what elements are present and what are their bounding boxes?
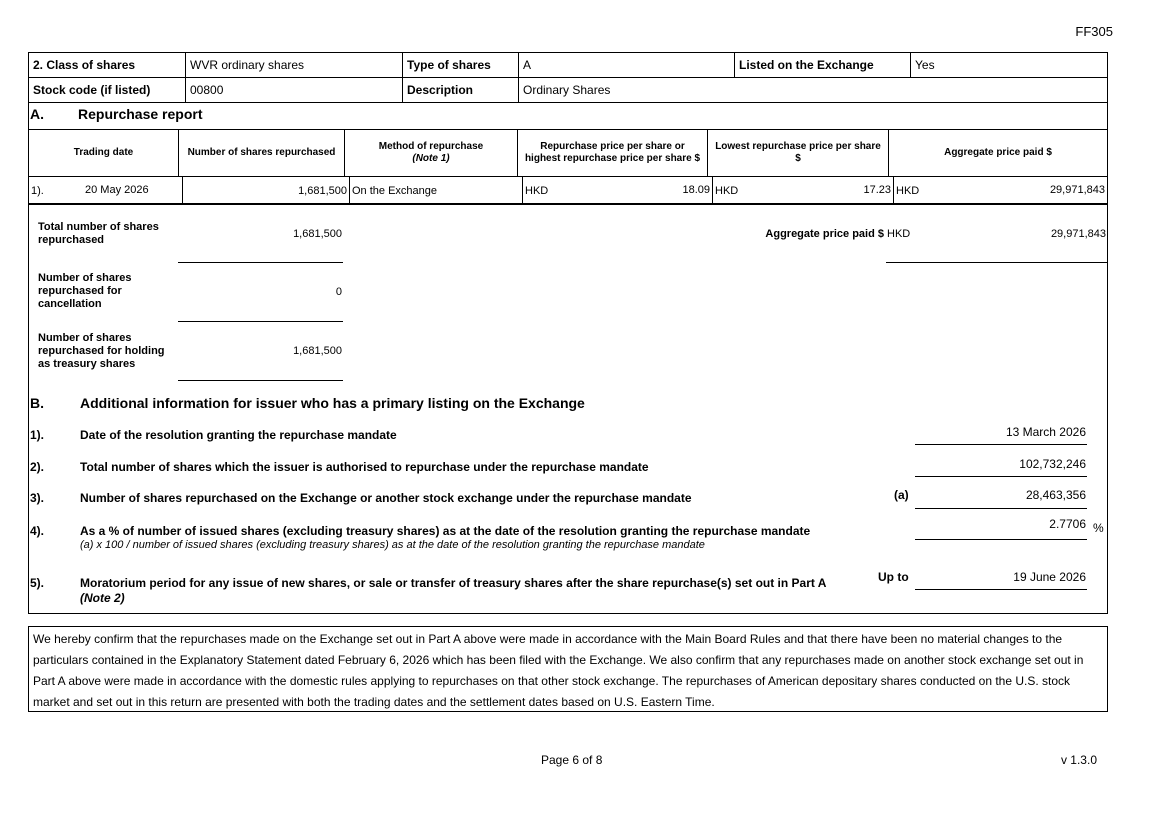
treasury-label: Number of shares repurchased for holding as treasury shares xyxy=(38,332,165,370)
page-number: Page 6 of 8 xyxy=(541,753,603,767)
header-price-high: Repurchase price per share or highest repurchase price per share $ xyxy=(518,130,708,177)
b-item-4-text: As a % of number of issued shares (excluding treasury shares) as at the date of the resolution granting the repurchase mandate xyxy=(80,524,811,538)
header-method xyxy=(345,130,518,177)
treasury-value: 1,681,500 xyxy=(293,345,342,357)
listed-value: Yes xyxy=(911,53,1108,78)
row-high-currency: HKD xyxy=(525,184,549,197)
treasury-underline xyxy=(178,380,343,381)
rows-divider xyxy=(28,203,1108,204)
row-low-price-cell xyxy=(713,177,894,205)
aggregate-underline xyxy=(886,262,1108,263)
b-item-2-text: Total number of shares which the issuer is authorised to repurchase under the repurchase mandate xyxy=(80,460,649,474)
b-item-1-text: Date of the resolution granting the repurchase mandate xyxy=(80,428,397,442)
header-price-low: Lowest repurchase price per share $ xyxy=(708,130,889,177)
table-row xyxy=(29,177,1108,205)
b-item-4-underline xyxy=(915,539,1087,540)
class-of-shares-value: WVR ordinary shares xyxy=(186,53,403,78)
row-low-price: 17.23 xyxy=(863,184,891,196)
part-b-marker: B. xyxy=(30,395,44,411)
b-item-1-value: 13 March 2026 xyxy=(1005,425,1086,439)
header-aggregate: Aggregate price paid $ xyxy=(889,130,1108,177)
b-item-5-note: (Note 2) xyxy=(80,591,125,605)
type-of-shares-label: Type of shares xyxy=(403,53,519,78)
b-item-1-underline xyxy=(915,444,1087,445)
share-class-table xyxy=(28,52,1108,103)
part-a-title: Repurchase report xyxy=(78,106,203,122)
total-underline xyxy=(178,262,343,263)
part-a-marker: A. xyxy=(30,106,44,122)
row-high-price-cell xyxy=(523,177,713,205)
row-agg-currency: HKD xyxy=(896,184,920,197)
form-code: FF305 xyxy=(1075,24,1113,39)
listed-label: Listed on the Exchange xyxy=(735,53,911,78)
row-method: On the Exchange xyxy=(350,177,523,205)
b-item-2-underline xyxy=(915,476,1087,477)
repurchase-header xyxy=(28,129,1108,177)
row-aggregate: 29,971,843 xyxy=(1049,184,1105,196)
total-shares-label: Total number of shares repurchased xyxy=(38,221,159,246)
repurchase-rows xyxy=(28,176,1108,205)
header-trading-date: Trading date xyxy=(29,130,179,177)
b-item-5-tag: Up to xyxy=(878,570,909,584)
header-number-repurchased: Number of shares repurchased xyxy=(179,130,345,177)
total-aggregate-currency: HKD xyxy=(887,228,911,240)
b-item-5-index: 5). xyxy=(30,576,45,590)
row-aggregate-cell xyxy=(894,177,1108,205)
header-method-text: Method of repurchase xyxy=(378,141,484,152)
b-item-5-underline xyxy=(915,589,1087,590)
b-item-4-index: 4). xyxy=(30,524,45,538)
trading-date-cell xyxy=(29,177,183,205)
confirmation-statement: We hereby confirm that the repurchases made on the Exchange set out in Part A above were made in accordance with the Main Board Rules and that there have been no material changes to the particulars contained in the Explanatory Statement dated February 6, 2026 which has been filed with the Exchange. We also confirm that any repurchases made on another stock exchange set out in Part A above were made in accordance with the domestic rules applying to repurchases on that other stock exchange. The repurchases of American depositary shares conducted on the U.S. stock market and set out in this return are presented with both the trading dates and the settlement dates based on U.S. Eastern Time. xyxy=(28,626,1108,712)
b-item-3-value: 28,463,356 xyxy=(1025,488,1086,502)
row-number: 1,681,500 xyxy=(183,177,350,205)
class-of-shares-label: 2. Class of shares xyxy=(29,53,186,78)
b-item-4-unit: % xyxy=(1093,521,1104,535)
total-aggregate-label: Aggregate price paid $ xyxy=(765,228,884,240)
part-b-title: Additional information for issuer who has a primary listing on the Exchange xyxy=(80,395,585,411)
b-item-4-sub: (a) x 100 / number of issued shares (excluding treasury shares) as at the date of the resolution granting the repurchase mandate xyxy=(80,539,705,551)
row-high-price: 18.09 xyxy=(682,184,710,196)
b-item-3-tag: (a) xyxy=(894,488,909,502)
description-value: Ordinary Shares xyxy=(519,78,1108,103)
b-item-1-index: 1). xyxy=(30,428,45,442)
total-shares-value: 1,681,500 xyxy=(293,228,342,240)
b-item-3-text: Number of shares repurchased on the Exchange or another stock exchange under the repurchase mandate xyxy=(80,491,692,505)
b-item-3-underline xyxy=(915,508,1087,509)
cancellation-underline xyxy=(178,321,343,322)
stock-code-value: 00800 xyxy=(186,78,403,103)
header-method-note: (Note 1) xyxy=(412,153,450,164)
b-item-2-value: 102,732,246 xyxy=(1019,457,1086,471)
description-label: Description xyxy=(403,78,519,103)
row-index: 1). xyxy=(31,184,44,197)
version-label: v 1.3.0 xyxy=(1060,753,1097,767)
b-item-5-text: Moratorium period for any issue of new shares, or sale or transfer of treasury shares after the share repurchase(s) set out in Part A xyxy=(80,576,827,590)
b-item-4-value: 2.7706 xyxy=(1049,517,1086,531)
b-item-2-index: 2). xyxy=(30,460,45,474)
cancellation-label: Number of shares repurchased for cancellation xyxy=(38,272,132,310)
b-item-5-value: 19 June 2026 xyxy=(1013,570,1086,584)
row-low-currency: HKD xyxy=(715,184,739,197)
stock-code-label: Stock code (if listed) xyxy=(29,78,186,103)
b-item-3-index: 3). xyxy=(30,491,45,505)
row-date: 20 May 2026 xyxy=(85,184,149,196)
total-aggregate-value: 29,971,843 xyxy=(1050,228,1106,240)
type-of-shares-value: A xyxy=(519,53,735,78)
part-a-heading xyxy=(30,106,203,122)
cancellation-value: 0 xyxy=(335,286,342,298)
